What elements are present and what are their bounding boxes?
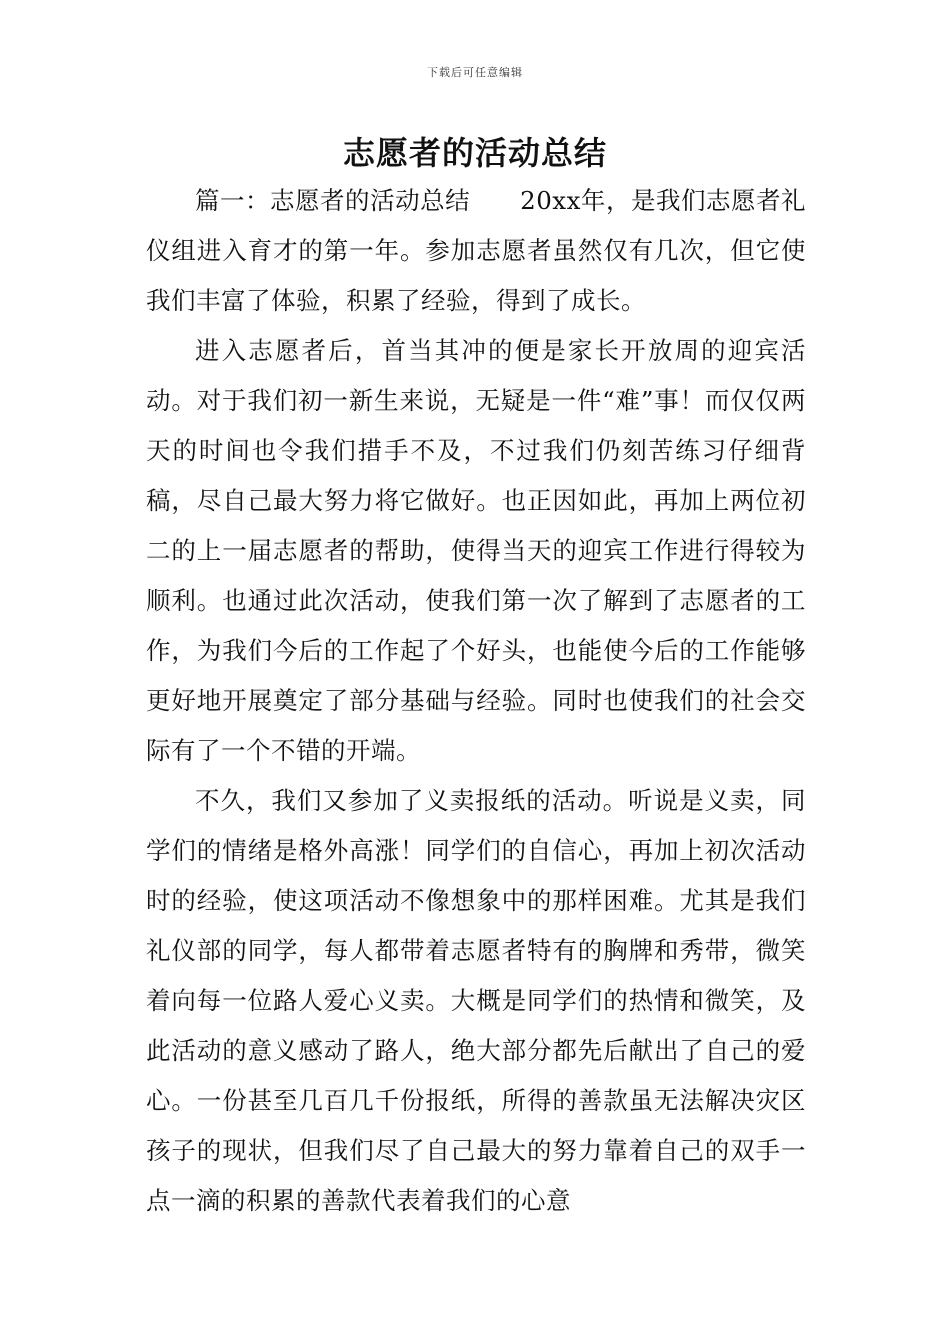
- document-body: [146, 176, 806, 1226]
- paragraph-intro: [146, 176, 806, 326]
- header-note: 下载后可任意编辑: [427, 66, 523, 79]
- intro-text: 20xx年，是我们志愿者礼仪组进入育才的第一年。参加志愿者虽然仅有几次，但它使我们丰富了体验，积累了经验，得到了成长。: [146, 186, 807, 315]
- intro-label: 篇一：志愿者的活动总结: [195, 186, 471, 215]
- paragraph-2: 不久，我们又参加了义卖报纸的活动。听说是义卖，同学们的情绪是格外高涨！同学们的自信心，再加上初次活动时的经验，使这项活动不像想象中的那样困难。尤其是我们礼仪部的同学，每人都带着志愿者特有的胸牌和秀带，微笑着向每一位路人爱心义卖。大概是同学们的热情和微笑，及此活动的意义感动了路人，绝大部分都先后献出了自己的爱心。一份甚至几百几千份报纸，所得的善款虽无法解决灾区孩子的现状，但我们尽了自己最大的努力靠着自己的双手一点一滴的积累的善款代表着我们的心意: [146, 786, 806, 1215]
- page-title: 志愿者的活动总结: [342, 134, 607, 172]
- paragraph-1: 进入志愿者后，首当其冲的便是家长开放周的迎宾活动。对于我们初一新生来说，无疑是一件“难”事！而仅仅两天的时间也令我们措手不及，不过我们仍刻苦练习仔细背稿，尽自己最大努力将它做好。也正因如此，再加上两位初二的上一届志愿者的帮助，使得当天的迎宾工作进行得较为顺利。也通过此次活动，使我们第一次了解到了志愿者的工作，为我们今后的工作起了个好头，也能使今后的工作能够更好地开展奠定了部分基础与经验。同时也使我们的社会交际有了一个不错的开端。: [146, 336, 806, 765]
